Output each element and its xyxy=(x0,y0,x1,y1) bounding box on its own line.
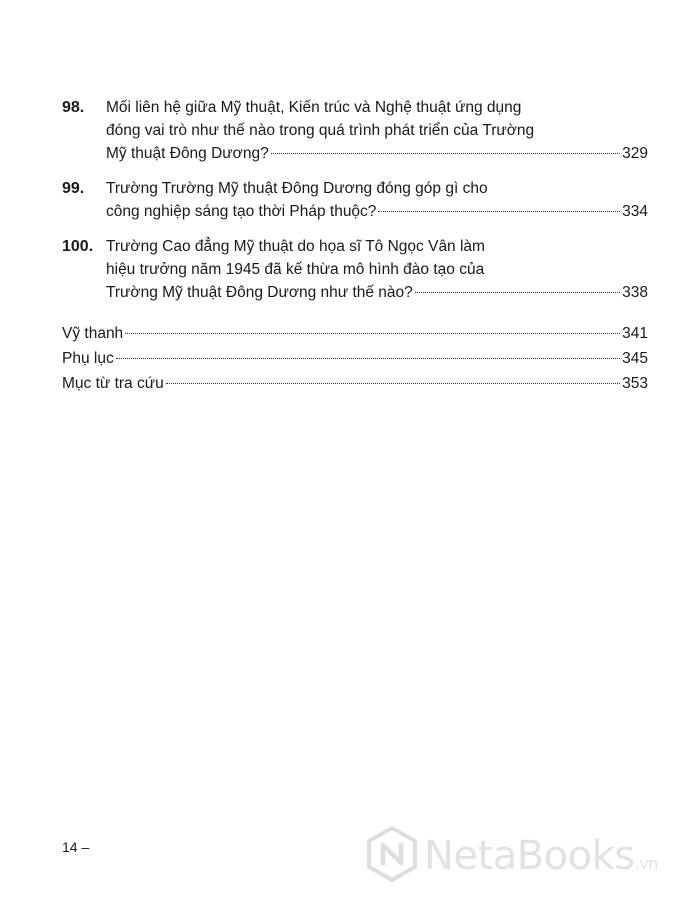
netabooks-logo-icon xyxy=(366,826,418,887)
dot-leader xyxy=(116,358,620,359)
entry-last-line xyxy=(106,281,648,304)
toc-entry-98[interactable] xyxy=(62,96,648,165)
entry-line: Trường Mỹ thuật Đông Dương như thế nào? xyxy=(106,284,413,301)
entry-text xyxy=(106,177,648,223)
page-number: 329 xyxy=(622,145,648,162)
toc-entry-99[interactable] xyxy=(62,177,648,223)
section-title: Vỹ thanh xyxy=(62,325,124,342)
page-number: 338 xyxy=(622,284,648,301)
entry-line: đóng vai trò như thế nào trong quá trình phát triển của Trường xyxy=(106,122,535,139)
entry-line: Trường Cao đẳng Mỹ thuật do họa sĩ Tô Ngọc Vân làm xyxy=(106,238,485,255)
entry-number: 100. xyxy=(62,238,94,255)
entry-last-line xyxy=(106,142,648,165)
table-of-contents xyxy=(62,96,648,397)
entry-line: Trường Trường Mỹ thuật Đông Dương đóng góp gì cho xyxy=(106,180,488,197)
page-number: 345 xyxy=(622,350,648,367)
dot-leader xyxy=(166,383,620,384)
section-title: Mục từ tra cứu xyxy=(62,375,164,392)
page-number: 341 xyxy=(622,325,648,342)
watermark-text: NetaBooks.vn xyxy=(424,833,658,879)
toc-section-vy-thanh[interactable] xyxy=(62,322,648,345)
dot-leader xyxy=(271,153,620,154)
entry-text xyxy=(106,235,648,304)
dot-leader xyxy=(125,333,620,334)
page-number: 334 xyxy=(622,203,648,220)
dot-leader xyxy=(415,292,620,293)
page-folio: 14 – xyxy=(62,839,90,855)
entry-text xyxy=(106,96,648,165)
watermark xyxy=(366,826,686,886)
entry-line: hiệu trưởng năm 1945 đã kế thừa mô hình đào tạo của xyxy=(106,261,485,278)
entry-line: Mỹ thuật Đông Dương? xyxy=(106,145,269,162)
entry-last-line xyxy=(106,200,648,223)
toc-entry-100[interactable] xyxy=(62,235,648,304)
entry-number: 99. xyxy=(62,180,85,197)
entry-line: Mối liên hệ giữa Mỹ thuật, Kiến trúc và Nghệ thuật ứng dụng xyxy=(106,99,522,116)
page-number: 353 xyxy=(622,375,648,392)
entry-number: 98. xyxy=(62,99,85,116)
toc-section-muc-tu-tra-cuu[interactable] xyxy=(62,372,648,395)
entry-line: công nghiệp sáng tạo thời Pháp thuộc? xyxy=(106,203,377,220)
dot-leader xyxy=(378,211,620,212)
section-title: Phụ lục xyxy=(62,350,114,367)
toc-section-phu-luc[interactable] xyxy=(62,347,648,370)
